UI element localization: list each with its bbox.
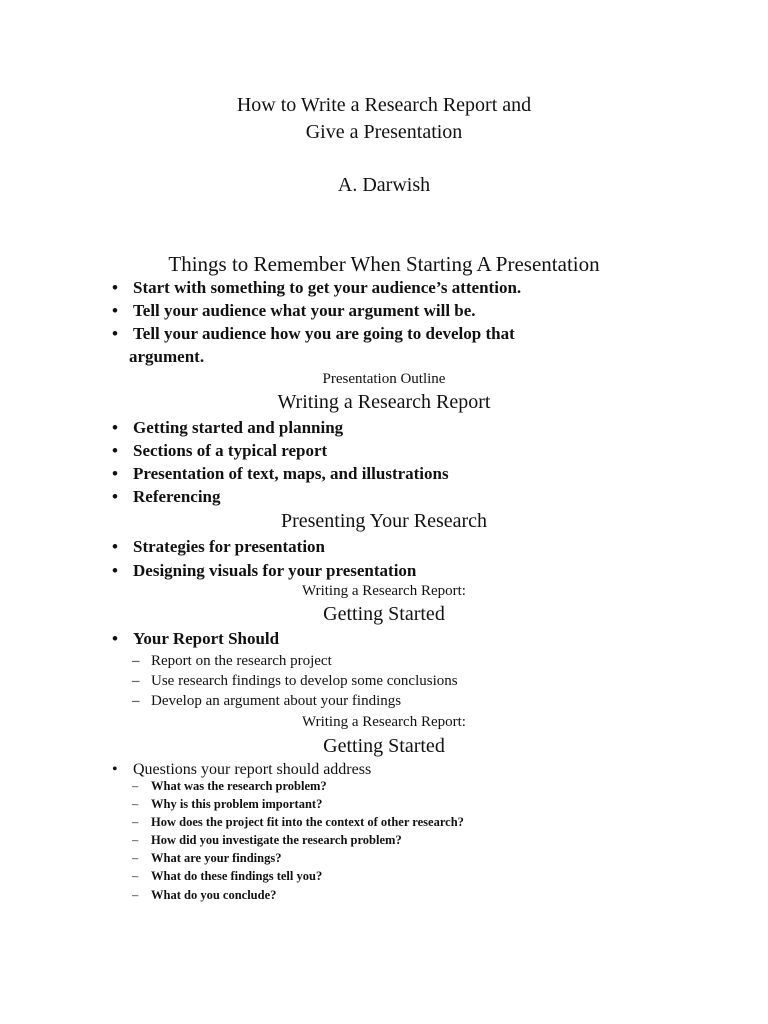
list-item	[112, 464, 449, 484]
list-item	[112, 629, 279, 649]
dash-marker: –	[132, 797, 139, 811]
list-item	[112, 441, 327, 461]
sub-list-item	[132, 888, 276, 903]
dash-marker: –	[132, 869, 139, 883]
list-item	[112, 301, 476, 321]
list-item	[112, 561, 416, 581]
outline-heading-writing-report: Writing a Research Report	[277, 391, 491, 413]
author: A. Darwish	[337, 174, 431, 196]
dash-marker: –	[132, 833, 139, 847]
list-item-text: Tell your audience how you are going to develop that	[133, 324, 515, 343]
bullet-marker: •	[112, 487, 118, 506]
list-item	[112, 537, 325, 557]
dash-marker: –	[132, 779, 139, 793]
sub-list-item-text: How does the project fit into the context of other research?	[151, 815, 464, 829]
bullet-marker: •	[112, 464, 118, 483]
outline-label: Presentation Outline	[322, 371, 446, 387]
list-item-text: Referencing	[133, 487, 221, 506]
sub-list-item-text: Use research findings to develop some conclusions	[151, 673, 458, 689]
sub-list-item-text: What was the research problem?	[151, 779, 327, 793]
section-heading-starting-presentation: Things to Remember When Starting A Presentation	[168, 252, 600, 276]
sub-list-item	[132, 815, 464, 830]
slide-heading-getting-started: Getting Started	[323, 603, 445, 625]
bullet-marker: •	[112, 418, 118, 437]
sub-list-item	[132, 851, 281, 866]
list-item-text: Questions your report should address	[133, 761, 372, 778]
dash-marker: –	[132, 653, 140, 669]
document-title-line-1: How to Write a Research Report and	[236, 94, 532, 116]
bullet-marker: •	[112, 278, 118, 297]
sub-list-item-text: Report on the research project	[151, 653, 332, 669]
list-item	[112, 761, 371, 779]
sub-list-item-text: How did you investigate the research problem?	[151, 833, 402, 847]
slide-heading-getting-started: Getting Started	[323, 735, 445, 757]
dash-marker: –	[132, 851, 139, 865]
sub-list-item	[132, 693, 401, 710]
list-item	[112, 324, 515, 344]
sub-list-item	[132, 869, 322, 884]
document-title-line-2: Give a Presentation	[305, 121, 463, 143]
sub-list-item-text: Why is this problem important?	[151, 797, 323, 811]
bullet-marker: •	[112, 441, 118, 460]
sub-list-item	[132, 833, 402, 848]
list-item	[112, 278, 521, 298]
bullet-marker: •	[112, 629, 118, 648]
bullet-marker: •	[112, 561, 118, 580]
sub-list-item	[132, 779, 327, 794]
list-item-text: Strategies for presentation	[133, 537, 326, 556]
list-item	[112, 487, 221, 507]
list-item-text: Presentation of text, maps, and illustrations	[133, 464, 449, 483]
slide-label: Writing a Research Report:	[302, 714, 466, 730]
dash-marker: –	[132, 815, 139, 829]
dash-marker: –	[132, 673, 140, 689]
list-item-text: Sections of a typical report	[133, 441, 328, 460]
sub-list-item	[132, 673, 458, 690]
outline-heading-presenting-research: Presenting Your Research	[280, 510, 488, 532]
sub-list-item-text: What are your findings?	[151, 851, 282, 865]
list-item	[112, 418, 343, 438]
list-item-text: Start with something to get your audience’s attention.	[133, 278, 522, 297]
list-item-text: Tell your audience what your argument will be.	[133, 301, 476, 320]
sub-list-item	[132, 797, 322, 812]
list-item-text: Your Report Should	[133, 629, 280, 648]
bullet-marker: •	[112, 324, 118, 343]
bullet-marker: •	[112, 301, 118, 320]
bullet-marker: •	[112, 537, 118, 556]
list-item-text: Designing visuals for your presentation	[133, 561, 417, 580]
sub-list-item-text: What do these findings tell you?	[151, 869, 323, 883]
slide-label: Writing a Research Report:	[302, 583, 466, 599]
dash-marker: –	[132, 693, 140, 709]
bullet-marker: •	[112, 761, 118, 778]
list-item-text: Getting started and planning	[133, 418, 344, 437]
sub-list-item-text: Develop an argument about your findings	[151, 693, 402, 709]
list-item-continuation: argument.	[129, 347, 205, 366]
sub-list-item-text: What do you conclude?	[151, 888, 277, 902]
sub-list-item	[132, 653, 332, 670]
dash-marker: –	[132, 888, 139, 902]
